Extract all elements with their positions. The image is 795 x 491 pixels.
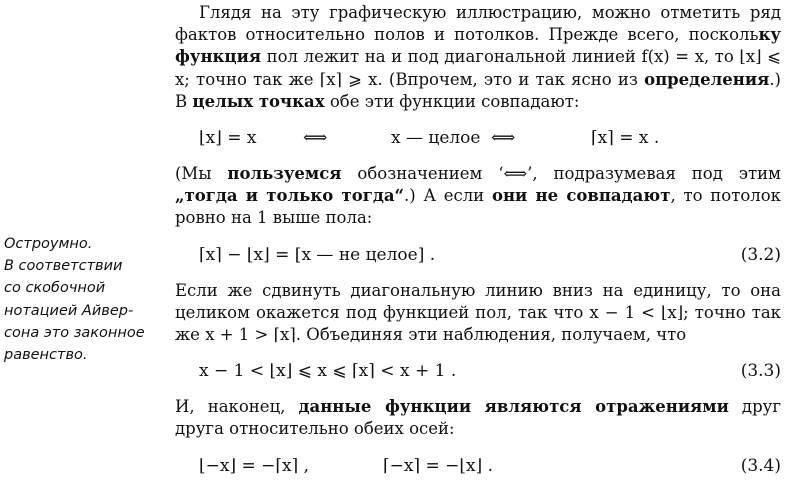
p1-text-1: Глядя на эту графическую иллюстрацию, можно отметить ряд фактов относительно полов и потолков. Прежде всего, посколь <box>175 3 781 45</box>
paragraph-iff-notation <box>175 163 781 230</box>
formula-integer-equivalence <box>175 113 781 163</box>
equation-number-3-4: (3.4) <box>740 455 781 476</box>
p4-text-2: друг друга относительно обеих осей: <box>175 397 781 439</box>
margin-note-line: В соответствии <box>4 258 123 275</box>
p2-text-2: обозначением ‘⟺’, подразумевая под этим <box>341 164 781 184</box>
p2-text-3: .) А если <box>404 186 492 206</box>
formula-3-4-right: ⌈−x⌉ = −⌊x⌋ . <box>383 455 494 476</box>
paragraph-floor-ceiling-facts <box>175 2 781 113</box>
formula-3-4-left: ⌊−x⌋ = −⌈x⌉ , <box>199 455 310 476</box>
margin-note-line: Остроумно. <box>4 236 93 252</box>
formula-1-ceil-eq: ⌈x⌉ = x . <box>591 127 660 148</box>
p1-bold-2: определения <box>644 69 770 89</box>
p4-text-1: И, наконец, <box>175 397 299 417</box>
p2-bold-1: пользуемся <box>227 164 342 184</box>
margin-note-line: нотацией Айвер- <box>4 302 134 319</box>
formula-3-3-expression: x − 1 < ⌊x⌋ ⩽ x ⩽ ⌈x⌉ < x + 1 . <box>199 361 457 382</box>
equation-number-3-2: (3.2) <box>740 244 781 265</box>
formula-1-iff-right: ⟺ <box>491 127 516 148</box>
paragraph-reflections <box>175 396 781 440</box>
formula-1-floor-eq: ⌊x⌋ = x <box>199 127 257 148</box>
p2-text-1: (Мы <box>175 164 228 184</box>
p2-bold-3: они не совпадают <box>491 186 671 206</box>
formula-3-2-expression: ⌈x⌉ − ⌊x⌋ = [x — не целое] . <box>199 244 436 265</box>
main-text-column <box>175 2 781 491</box>
paragraph-shift-diagonal: Если же сдвинуть диагональную линию вниз на единицу, то она целиком окажется под функцией пол, так что x − 1 < ⌊x⌋; точно так же x + 1 > ⌈x⌉. Объединяя эти наблюдения, получаем, что <box>175 280 781 345</box>
formula-3-3 <box>175 346 781 396</box>
margin-note-line: равенство. <box>4 347 88 364</box>
margin-note-line: сона это законное <box>4 324 145 341</box>
margin-note <box>4 233 164 366</box>
p2-text-4: , то потолок ровно на 1 выше пола: <box>175 186 781 228</box>
formula-1-integer: x — целое <box>391 127 481 148</box>
formula-3-2 <box>175 230 781 280</box>
p2-bold-2: „тогда и только тогда“ <box>175 186 405 206</box>
equation-number-3-3: (3.3) <box>740 361 781 382</box>
p1-text-2: пол лежит на и под диагональной линией f(x) = x, то ⌊x⌋ ⩽ x; точно так же ⌈x⌉ ⩾ x. (Впрочем, это и так ясно из <box>175 47 781 89</box>
p1-text-4: обе эти функции совпадают: <box>324 91 580 111</box>
formula-3-4 <box>175 441 781 491</box>
margin-note-line: со скобочной <box>4 280 106 297</box>
p1-text-3: .) В <box>175 69 781 111</box>
formula-1-iff-left: ⟺ <box>303 127 328 148</box>
p1-bold-3: целых точках <box>192 91 325 111</box>
p4-bold-1: данные функции являются отражениями <box>298 397 729 417</box>
p1-bold-1: ку функция <box>175 25 781 67</box>
